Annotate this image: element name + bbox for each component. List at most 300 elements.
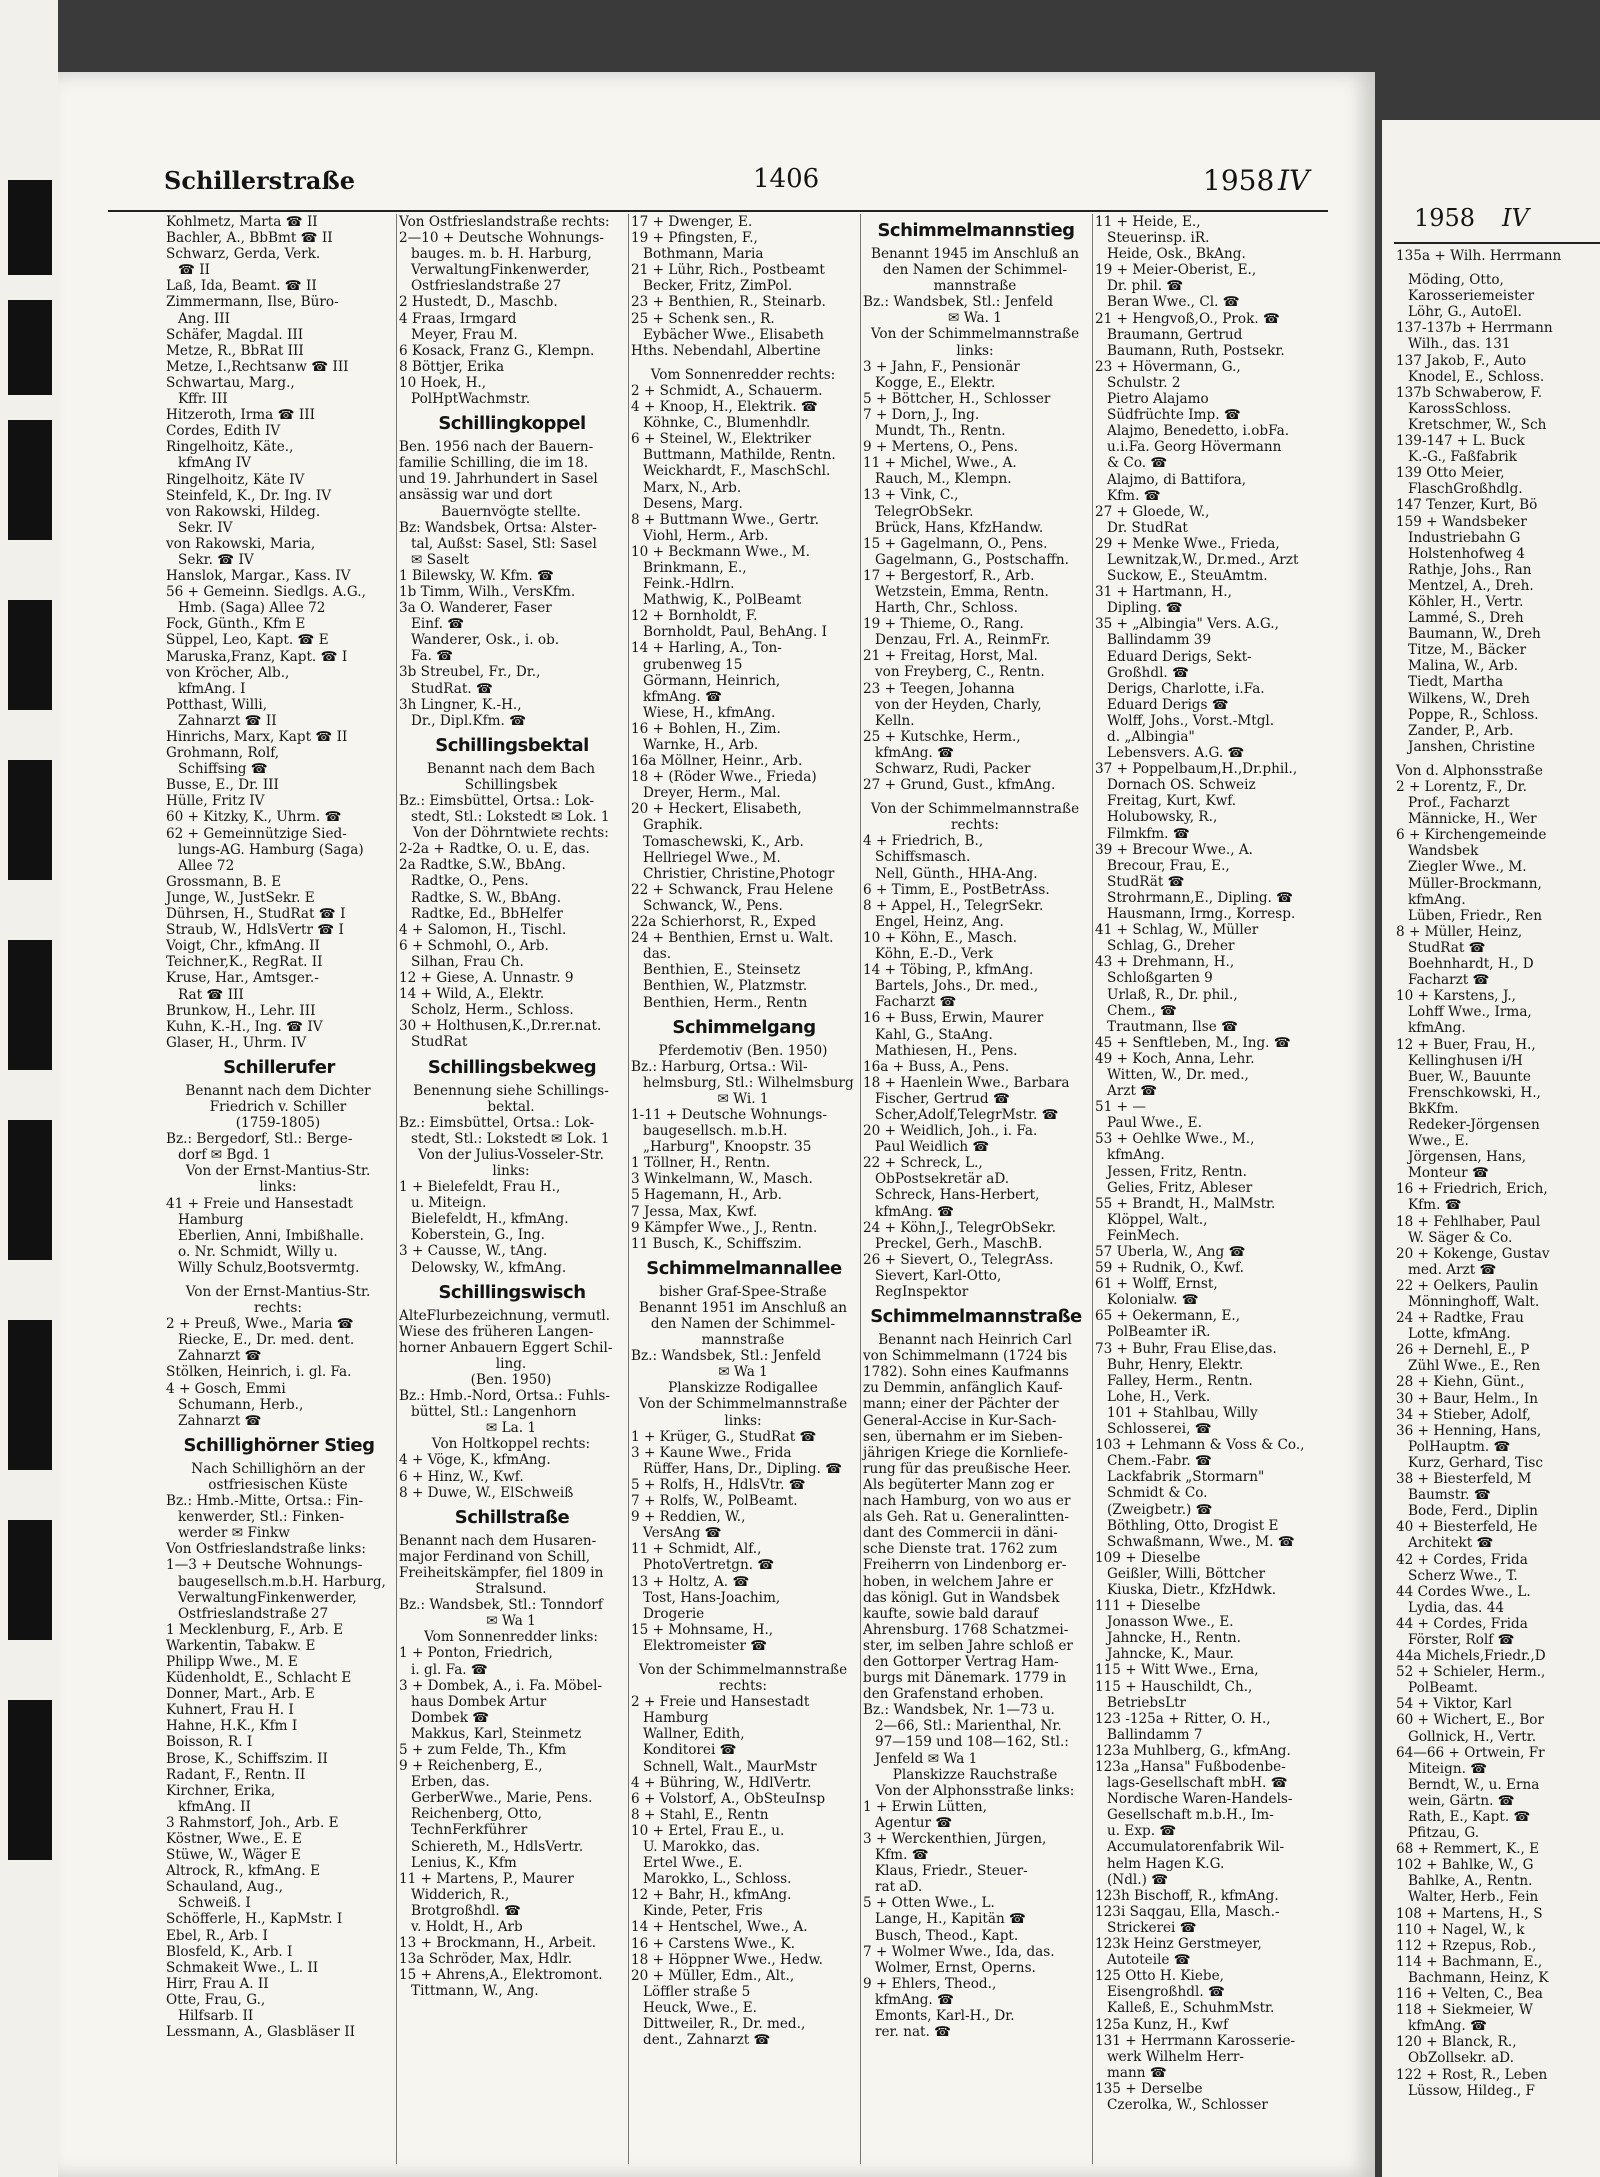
directory-entry: Köhnke, C., Blumenhdlr. [643, 415, 811, 432]
directory-entry: 16 + Friedrich, Erich, [1396, 1181, 1548, 1198]
directory-entry: Süppel, Leo, Kapt. ☎ E [166, 632, 329, 649]
directory-entry: Zander, P., Arb. [1408, 722, 1514, 739]
spine-print-mark [8, 1320, 52, 1470]
directory-entry: 64—66 + Ortwein, Fr [1396, 1744, 1545, 1761]
directory-entry: 44 Cordes Wwe., L. [1396, 1583, 1531, 1600]
directory-entry: 4 + Vöge, K., kfmAng. [399, 1452, 551, 1469]
directory-entry: Laß, Ida, Beamt. ☎ II [166, 278, 317, 295]
directory-entry: (Ndl.) ☎ [1107, 1871, 1169, 1888]
directory-entry: jährigen Kriege die Kornliefe- [863, 1444, 1068, 1461]
directory-column-3 [628, 214, 857, 2164]
directory-entry: Kuhn, K.-H., Ing. ☎ IV [166, 1018, 323, 1035]
directory-entry: Gollnick, H., Vertr. [1408, 1728, 1537, 1745]
street-heading: Schillingsbekweg [427, 1056, 597, 1078]
directory-entry: Lebensvers. A.G. ☎ [1107, 745, 1245, 762]
directory-entry: 3 + Werckenthien, Jürgen, [863, 1831, 1047, 1847]
directory-entry: helmsburg, Stl.: Wilhelmsburg [643, 1074, 854, 1091]
directory-entry: Bachler, A., BbBmt ☎ II [166, 230, 333, 247]
directory-entry: Bothmann, Maria [643, 246, 764, 263]
directory-entry: u.i.Fa. Georg Hövermann [1107, 439, 1282, 456]
directory-entry: ✉ Wi. 1 [717, 1090, 769, 1107]
directory-entry: Marokko, L., Schloss. [643, 1871, 792, 1888]
directory-entry: 1 + Ponton, Friedrich, [399, 1645, 553, 1662]
directory-entry: Kruse, Har., Amtsger.- [166, 970, 319, 987]
directory-entry: 2—66, Stl.: Marienthal, Nr. [875, 1718, 1062, 1735]
street-heading: Schillingswisch [438, 1281, 586, 1303]
directory-entry: d. „Albingia" [1107, 729, 1195, 745]
directory-entry: 65 + Oekermann, E., [1095, 1308, 1241, 1325]
directory-entry: Rat ☎ III [178, 986, 244, 1003]
directory-entry: Donner, Mart., Arb. E [166, 1686, 315, 1703]
directory-entry: Koberstein, G., Ing. [411, 1227, 545, 1244]
directory-entry: Dipling. ☎ [1107, 600, 1183, 617]
directory-entry: 17 + Dwenger, E. [631, 214, 753, 230]
directory-entry: Boisson, R. I [166, 1734, 253, 1751]
directory-entry: Lange, H., Kapitän ☎ [875, 1911, 1026, 1928]
directory-entry: Zahnarzt ☎ [178, 1412, 262, 1429]
directory-entry: 20 + Weidlich, Joh., i. Fa. [863, 1123, 1038, 1140]
directory-entry: rer. nat. ☎ [875, 2024, 952, 2041]
directory-entry: Reichenberg, Otto, [411, 1806, 542, 1823]
directory-entry: 29 + Menke Wwe., Frieda, [1095, 535, 1280, 552]
directory-entry: Kffr. III [178, 391, 228, 408]
page-number: 1406 [753, 164, 820, 194]
directory-entry: Engel, Heinz, Ang. [875, 913, 1004, 930]
directory-entry: 19 + Pfingsten, F., [631, 230, 758, 247]
directory-entry: FlaschGroßhdlg. [1408, 481, 1523, 498]
directory-entry: Wolmer, Ernst, Operns. [875, 1959, 1036, 1976]
directory-entry: ✉ Wa 1 [486, 1613, 536, 1630]
directory-entry: tal, Außst: Sasel, Stl: Sasel [411, 535, 597, 552]
directory-entry: 16a + Buss, A., Pens. [863, 1058, 1010, 1075]
directory-entry: VerwaltungFinkenwerder, [411, 262, 590, 279]
directory-entry: Fa. ☎ [411, 648, 454, 665]
directory-entry: Ebel, R., Arb. I [166, 1927, 268, 1944]
directory-entry: Zimmermann, Ilse, Büro- [166, 294, 339, 311]
directory-entry: Hirr, Frau A. II [166, 1975, 269, 1992]
directory-entry: Lüssow, Hildeg., F [1408, 2082, 1535, 2099]
directory-entry: 1 + Krüger, G., StudRat ☎ [631, 1428, 817, 1445]
directory-entry: helm Hagen K.G. [1107, 1855, 1225, 1872]
directory-entry: von Rakowski, Maria, [166, 535, 316, 552]
directory-entry: ster, im selben Jahre schloß er [863, 1637, 1073, 1654]
directory-entry: 114 + Bachmann, E., [1396, 1953, 1543, 1970]
directory-entry: Planskizze Rauchstraße [892, 1766, 1058, 1783]
directory-entry: Industriebahn G [1408, 529, 1521, 546]
directory-entry: Busse, E., Dr. III [166, 777, 279, 794]
directory-entry: Zühl Wwe., E., Ren [1408, 1358, 1541, 1375]
directory-entry: Jörgensen, Hans, [1408, 1149, 1527, 1166]
directory-entry: 56 + Gemeinn. Siedlgs. A.G., [166, 584, 366, 601]
directory-entry: Zahnarzt ☎ II [178, 712, 277, 729]
directory-entry: kfmAng. II [178, 1798, 251, 1815]
directory-entry: Dombek ☎ [411, 1709, 490, 1726]
directory-entry: 137 Jakob, F., Auto [1396, 352, 1527, 369]
directory-entry: Tittmann, W., Ang. [411, 1983, 539, 2000]
directory-entry: 21 + Freitag, Horst, Mal. [863, 648, 1038, 665]
directory-entry: 36 + Henning, Hans, [1396, 1422, 1542, 1439]
right-page-volume: IV [1502, 204, 1529, 232]
directory-entry: Löffler straße 5 [643, 1983, 751, 2000]
directory-entry: 38 + Biesterfeld, M [1396, 1471, 1532, 1488]
directory-entry: Paul Weidlich ☎ [875, 1139, 990, 1156]
directory-entry: ansässig war und dort [399, 487, 553, 504]
directory-entry: (Ben. 1950) [470, 1372, 552, 1388]
directory-entry: Lotte, kfmAng. [1408, 1326, 1511, 1343]
directory-entry: 137b Schwaberow, F. [1396, 384, 1543, 401]
directory-entry: 52 + Schieler, Herm., [1396, 1664, 1546, 1681]
directory-entry: Geißler, Willi, Böttcher [1107, 1565, 1266, 1582]
directory-entry: Benannt 1951 im Anschluß an [639, 1299, 847, 1316]
directory-entry: den Namen der Schimmel- [882, 262, 1068, 279]
directory-entry: Arzt ☎ [1107, 1083, 1158, 1100]
directory-entry: Allee 72 [178, 857, 235, 874]
directory-entry: 6 + Hinz, W., Kwf. [399, 1468, 524, 1485]
directory-entry: 13 + Brockmann, H., Arbeit. [399, 1935, 597, 1952]
directory-entry: Titze, M., Bäcker [1408, 642, 1527, 659]
directory-entry: 60 + Kitzky, K., Uhrm. ☎ [166, 809, 342, 826]
directory-entry: Miteign. ☎ [1408, 1760, 1488, 1777]
directory-entry: 11 Busch, K., Schiffszim. [631, 1235, 802, 1252]
directory-entry: Benannt nach dem Dichter [185, 1082, 371, 1099]
directory-entry: 2—10 + Deutsche Wohnungs- [399, 230, 604, 247]
directory-entry: RegInspektor [875, 1284, 969, 1300]
directory-entry: Lüben, Friedr., Ren [1408, 907, 1542, 924]
directory-entry: 18 + Fehlhaber, Paul [1396, 1213, 1541, 1230]
directory-entry: 7 + Rolfs, W., PolBeamt. [631, 1493, 798, 1510]
directory-entry: TechnFerkführer [411, 1822, 528, 1839]
directory-entry: 10 + Karstens, J., [1396, 988, 1516, 1005]
directory-entry: Hitzeroth, Irma ☎ III [166, 407, 315, 424]
directory-entry: Klöppel, Walt., [1107, 1211, 1208, 1228]
directory-entry: Fischer, Gertrud ☎ [875, 1090, 1010, 1107]
directory-entry: Facharzt ☎ [875, 994, 957, 1011]
directory-entry: PhotoVertretgn. ☎ [643, 1557, 775, 1574]
directory-entry: BetriebsLtr [1107, 1694, 1187, 1711]
directory-entry: Holstenhofweg 4 [1408, 545, 1525, 562]
directory-entry: Schnell, Walt., MaurMstr [643, 1758, 817, 1775]
directory-entry: 57 Uberla, W., Ang ☎ [1095, 1244, 1246, 1260]
spacer [1394, 755, 1600, 763]
directory-entry: Denzau, Frl. A., ReinmFr. [875, 632, 1051, 649]
directory-entry: kfmAng. ☎ [875, 1203, 955, 1220]
directory-entry: Schweiß. I [178, 1895, 251, 1912]
directory-entry: grubenweg 15 [643, 656, 743, 673]
directory-entry: Paul Wwe., E. [1107, 1115, 1202, 1132]
directory-entry: 7 + Wolmer Wwe., Ida, das. [863, 1943, 1055, 1960]
directory-entry: Bz.: Wandsbek, Stl.: Jenfeld [863, 294, 1054, 311]
directory-entry: Bz.: Wandsbek, Stl.: Jenfeld [631, 1348, 822, 1365]
directory-entry: Braumann, Gertrud [1107, 326, 1243, 343]
directory-entry: K.-G., Faßfabrik [1408, 449, 1518, 466]
directory-entry: 123a Muhlberg, G., kfmAng. [1095, 1742, 1291, 1759]
directory-entry: Altrock, R., kfmAng. E [166, 1863, 320, 1880]
page-year: 1958 [1203, 164, 1275, 197]
directory-entry: Schmakeit Wwe., L. II [166, 1959, 319, 1976]
directory-entry: 11 + Heide, E., [1095, 214, 1201, 230]
directory-entry: Hahne, H.K., Kfm I [166, 1718, 298, 1735]
directory-entry: links: [724, 1412, 762, 1429]
directory-entry: 12 + Giese, A. Unnastr. 9 [399, 970, 574, 987]
directory-entry: Bornholdt, Paul, BehAng. I [643, 624, 827, 641]
directory-entry: Czerolka, W., Schlosser [1107, 2096, 1268, 2113]
directory-entry: Eduard Derigs, Sekt- [1107, 648, 1252, 665]
directory-entry: Pferdemotiv (Ben. 1950) [658, 1042, 828, 1059]
directory-entry: 125a Kunz, H., Kwf [1095, 2016, 1229, 2033]
directory-entry: Kurz, Gerhard, Tisc [1408, 1454, 1544, 1471]
directory-entry: Monteur ☎ [1408, 1165, 1489, 1182]
directory-entry: Buttmann, Mathilde, Rentn. [643, 447, 836, 464]
directory-entry: kaufte, sowie bald darauf [863, 1605, 1039, 1622]
directory-column-4 [860, 214, 1089, 2164]
directory-entry: Widderich, R., [411, 1886, 510, 1903]
directory-entry: Hamburg [643, 1710, 709, 1727]
directory-entry: Sekr. ☎ IV [178, 551, 254, 568]
directory-entry: links: [259, 1179, 297, 1196]
directory-entry: Kohlmetz, Marta ☎ II [166, 214, 318, 230]
directory-entry: 135a + Wilh. Herrmann [1396, 248, 1562, 264]
directory-entry: Baumann, Ruth, Postsekr. [1107, 342, 1285, 359]
directory-entry: Dr. StudRat [1107, 519, 1188, 536]
directory-entry: Hellriegel Wwe., M. [643, 849, 781, 866]
directory-entry: Potthast, Willi, [166, 696, 268, 713]
directory-entry: Blosfeld, K., Arb. I [166, 1943, 293, 1960]
directory-entry: Hülle, Fritz IV [166, 793, 265, 810]
spacer [1394, 264, 1600, 272]
directory-entry: 3b Streubel, Fr., Dr., [399, 664, 541, 681]
directory-entry: 12 + Buer, Frau, H., [1396, 1036, 1536, 1053]
directory-entry: Urlaß, R., Dr. phil., [1107, 986, 1238, 1003]
directory-entry: 9 + Mertens, O., Pens. [863, 439, 1018, 456]
spine-print-mark [8, 1700, 52, 1860]
directory-entry: StudRät ☎ [1107, 873, 1185, 890]
directory-entry: 19 + Meier-Oberist, E., [1095, 262, 1257, 279]
right-page-year: 1958 [1414, 204, 1476, 232]
directory-entry: kfmAng. ☎ [1408, 2018, 1488, 2035]
directory-entry: 2 + Preuß, Wwe., Maria ☎ [166, 1316, 354, 1333]
directory-entry: W. Säger & Co. [1408, 1229, 1513, 1246]
directory-entry: Lydia, das. 44 [1408, 1599, 1504, 1616]
directory-entry: Frenschkowski, H., [1408, 1084, 1541, 1101]
directory-entry: Schiereth, M., HdlsVertr. [411, 1838, 584, 1855]
directory-entry: Benannt nach dem Husaren- [399, 1532, 597, 1549]
directory-entry: Emonts, Karl-H., Dr. [875, 2008, 1015, 2025]
directory-entry: Wallner, Edith, [643, 1726, 745, 1743]
directory-entry: Kfm. ☎ [1408, 1197, 1462, 1214]
directory-entry: 41 + Schlag, W., Müller [1095, 922, 1259, 939]
directory-entry: Harth, Chr., Schloss. [875, 600, 1018, 617]
directory-entry: Strohrmann,E., Dipling. ☎ [1107, 889, 1294, 906]
directory-entry: Von Ostfrieslandstraße links: [166, 1541, 366, 1558]
directory-entry: 3 Winkelmann, W., Masch. [631, 1171, 813, 1188]
directory-entry: Elektromeister ☎ [643, 1637, 768, 1654]
directory-entry: 34 + Stieber, Adolf, [1396, 1406, 1531, 1423]
directory-entry: Sievert, Karl-Otto, [875, 1267, 1002, 1284]
directory-entry: 11 + Michel, Wwe., A. [863, 455, 1017, 472]
directory-entry: Köhn, E.-D., Verk [875, 946, 993, 963]
directory-entry: 49 + Koch, Anna, Lehr. [1095, 1050, 1255, 1067]
directory-entry: als Geh. Rat u. Generalintten- [863, 1509, 1069, 1526]
directory-entry: 18 + Höppner Wwe., Hedw. [631, 1951, 823, 1968]
directory-entry: Malina, W., Arb. [1408, 658, 1519, 675]
directory-entry: 15 + Mohnsame, H., [631, 1621, 774, 1638]
directory-entry: „Harburg", Knoopstr. 35 [643, 1139, 812, 1156]
directory-entry: Kellinghusen i/H [1408, 1052, 1523, 1069]
directory-entry: 109 + Dieselbe [1095, 1549, 1201, 1566]
directory-entry: 3 + Jahn, F., Pensionär [863, 358, 1020, 375]
directory-entry: 4 + Salomon, H., Tischl. [399, 921, 567, 938]
directory-entry: Kelln. [875, 712, 915, 729]
directory-entry: 24 + Köhn,J., TelegrObSekr. [863, 1219, 1056, 1236]
directory-entry: Wiese des früheren Langen- [399, 1323, 594, 1340]
directory-entry: Ertel Wwe., E. [643, 1855, 743, 1872]
directory-entry: 8 + Appel, H., TelegrSekr. [863, 897, 1044, 914]
directory-entry: ling. [495, 1355, 527, 1372]
directory-entry: Philipp Wwe., M. E [166, 1653, 298, 1670]
directory-entry: Delowsky, W., kfmAng. [411, 1259, 567, 1276]
directory-entry: Tost, Hans-Joachim, [643, 1589, 781, 1606]
page-header [108, 160, 1328, 212]
directory-entry: 20 + Heckert, Elisabeth, [631, 801, 802, 818]
directory-entry: 2 + Freie und Hansestadt [631, 1694, 810, 1711]
directory-entry: ✉ La. 1 [485, 1420, 537, 1437]
directory-entry: 22a Schierhorst, R., Exped [631, 914, 817, 931]
directory-entry: 5 + Böttcher, H., Schlosser [863, 390, 1051, 407]
directory-entry: Boehnhardt, H., D [1408, 956, 1534, 973]
directory-entry: 6 + Schmohl, O., Arb. [399, 937, 549, 954]
directory-entry: i. gl. Fa. ☎ [411, 1661, 488, 1678]
directory-entry: kfmAng. ☎ [875, 744, 955, 761]
directory-entry: Radtke, S. W., BbAng. [411, 889, 562, 906]
directory-entry: 5 + zum Felde, Th., Kfm [399, 1741, 567, 1758]
directory-entry: 8 + Buttmann Wwe., Gertr. [631, 511, 819, 528]
directory-entry: 24 + Radtke, Frau [1396, 1310, 1524, 1327]
directory-entry: Steuerinsp. iR. [1107, 230, 1210, 247]
directory-entry: 15 + Ahrens,A., Elektromont. [399, 1967, 603, 1984]
directory-entry: 6 + Timm, E., PostBetrAss. [863, 881, 1050, 898]
directory-entry: Benthien, Herm., Rentn [643, 994, 808, 1011]
directory-entry: 3h Lingner, K.-H., [399, 696, 522, 713]
directory-entry: 30 + Holthusen,K.,Dr.rer.nat. [399, 1018, 602, 1035]
directory-entry: 21 + Lühr, Rich., Postbeamt [631, 262, 825, 279]
directory-entry: Lammé, S., Dreh [1408, 610, 1524, 627]
directory-entry: 44 + Cordes, Frida [1396, 1615, 1528, 1632]
directory-entry: Hmb. (Saga) Allee 72 [178, 600, 326, 617]
spine-print-mark [8, 600, 52, 710]
directory-entry: 11 + Martens, P., Maurer [399, 1870, 574, 1887]
directory-entry: 43 + Drehmann, H., [1095, 954, 1235, 971]
directory-entry: Lessmann, A., Glasbläser II [166, 2024, 355, 2041]
directory-entry: Metze, R., BbRat III [166, 342, 304, 359]
directory-entry: Wolff, Johs., Vorst.-Mtgl. [1107, 712, 1275, 729]
directory-entry: Schiffsmasch. [875, 849, 971, 866]
directory-entry: Müller-Brockmann, [1408, 875, 1542, 892]
directory-entry: Schwarz, Rudi, Packer [875, 761, 1031, 777]
directory-entry: 139 Otto Meier, [1396, 465, 1505, 482]
directory-entry: Hamburg [178, 1211, 244, 1228]
directory-entry: ✉ Saselt [411, 551, 469, 568]
directory-entry: PolBeamter iR. [1107, 1324, 1211, 1341]
directory-entry: 110 + Nagel, W., k [1396, 1921, 1525, 1938]
directory-entry: Stüwe, W., Wäger E [166, 1847, 301, 1864]
directory-entry: Pfitzau, G. [1408, 1825, 1480, 1842]
directory-entry: Schlosserei, ☎ [1107, 1421, 1212, 1438]
directory-entry: Ballindamm 39 [1107, 632, 1212, 649]
directory-entry: Straub, W., HdlsVertr ☎ I [166, 922, 344, 939]
directory-entry: 108 + Martens, H., S [1396, 1905, 1543, 1922]
directory-entry: von Rakowski, Hildeg. [166, 503, 321, 520]
directory-entry: 16 + Buss, Erwin, Maurer [863, 1010, 1044, 1027]
directory-entry: 16 + Bohlen, H., Zim. [631, 720, 781, 737]
directory-entry: Scholz, Herm., Schloss. [411, 1002, 574, 1019]
directory-entry: Von der Schimmelmannstraße [638, 1661, 848, 1678]
directory-entry: hoben, in welchem Jahre er [863, 1573, 1053, 1590]
directory-entry: Bode, Ferd., Diplin [1408, 1503, 1538, 1520]
directory-entry: Prof., Facharzt [1408, 795, 1510, 812]
directory-entry: sen, übernahm er im Sieben- [863, 1428, 1063, 1445]
directory-entry: General-Accise in Kur-Sach- [863, 1412, 1057, 1429]
directory-entry: Köhler, H., Vertr. [1408, 593, 1524, 610]
directory-entry: werk Wilhelm Herr- [1107, 2048, 1245, 2065]
directory-entry: VerwaltungFinkenwerder, [178, 1589, 357, 1606]
directory-entry: den Gottorper Vertrag Ham- [863, 1653, 1059, 1670]
directory-entry: Nach Schillighörn an der [191, 1460, 365, 1477]
street-heading: Schimmelmannstraße [870, 1306, 1082, 1328]
directory-entry: kfmAng. I [178, 680, 246, 697]
directory-entry: Schmidt & Co. [1107, 1485, 1208, 1502]
directory-entry: 9 Kämpfer Wwe., J., Rentn. [631, 1219, 818, 1236]
directory-entry: Freitag, Kurt, Kwf. [1107, 793, 1237, 810]
directory-entry: 3 Rahmstorf, Joh., Arb. E [166, 1814, 339, 1831]
directory-entry: Von der Schimmelmannstraße [870, 326, 1080, 343]
directory-entry: 9 + Reichenberg, E., [399, 1758, 543, 1775]
directory-entry: Witten, W., Dr. med., [1107, 1066, 1249, 1083]
directory-entry: 131 + Herrmann Karosserie- [1095, 2032, 1296, 2049]
directory-entry: Kogge, E., Elektr. [875, 374, 996, 391]
directory-entry: Wwe., E. [1408, 1133, 1469, 1150]
directory-entry: Metze, I.,Rechtsanw ☎ III [166, 358, 349, 375]
directory-entry: Filmkfm. ☎ [1107, 825, 1190, 842]
directory-entry: Schumann, Herb., [178, 1396, 304, 1413]
directory-entry: Warkentin, Tabakw. E [166, 1637, 316, 1654]
directory-entry: Von Holtkoppel rechts: [431, 1436, 591, 1453]
directory-entry: links: [956, 342, 994, 359]
directory-entry: 159 + Wandsbeker [1396, 513, 1527, 530]
directory-entry: 7 Jessa, Max, Kwf. [631, 1203, 758, 1220]
directory-entry: Steinfeld, K., Dr. Ing. IV [166, 487, 332, 504]
directory-entry: rechts: [719, 1678, 767, 1695]
directory-entry: bektal. [487, 1098, 535, 1115]
directory-entry: Tiedt, Martha [1408, 674, 1504, 691]
directory-entry: Von der Ernst-Mantius-Str. [185, 1163, 371, 1180]
directory-entry: Von der Döhrntwiete rechts: [413, 825, 609, 842]
directory-entry: 37 + Poppelbaum,H.,Dr.phil., [1095, 761, 1298, 778]
directory-entry: 62 + Gemeinnützige Sied- [166, 825, 347, 842]
directory-entry: rechts: [951, 817, 999, 834]
directory-entry: Scherz Wwe., T. [1408, 1567, 1518, 1584]
directory-entry: 20 + Müller, Edm., Alt., [631, 1967, 795, 1984]
directory-entry: 14 + Harling, A., Ton- [631, 640, 782, 657]
directory-entry: Schillingsbek [464, 776, 558, 793]
directory-entry: Kretschmer, W., Sch [1408, 416, 1547, 433]
directory-entry: Walter, Herb., Fein [1408, 1889, 1539, 1906]
directory-entry: 5 Hagemann, H., Arb. [631, 1187, 782, 1204]
directory-entry: Vom Sonnenredder links: [424, 1629, 598, 1646]
spine-print-mark [8, 300, 52, 395]
directory-entry: Heide, Osk., BkAng. [1107, 246, 1246, 263]
directory-entry: den Grafenstand erhoben. [863, 1686, 1044, 1703]
directory-entry: 2 + Schmidt, A., Schauerm. [631, 382, 823, 399]
